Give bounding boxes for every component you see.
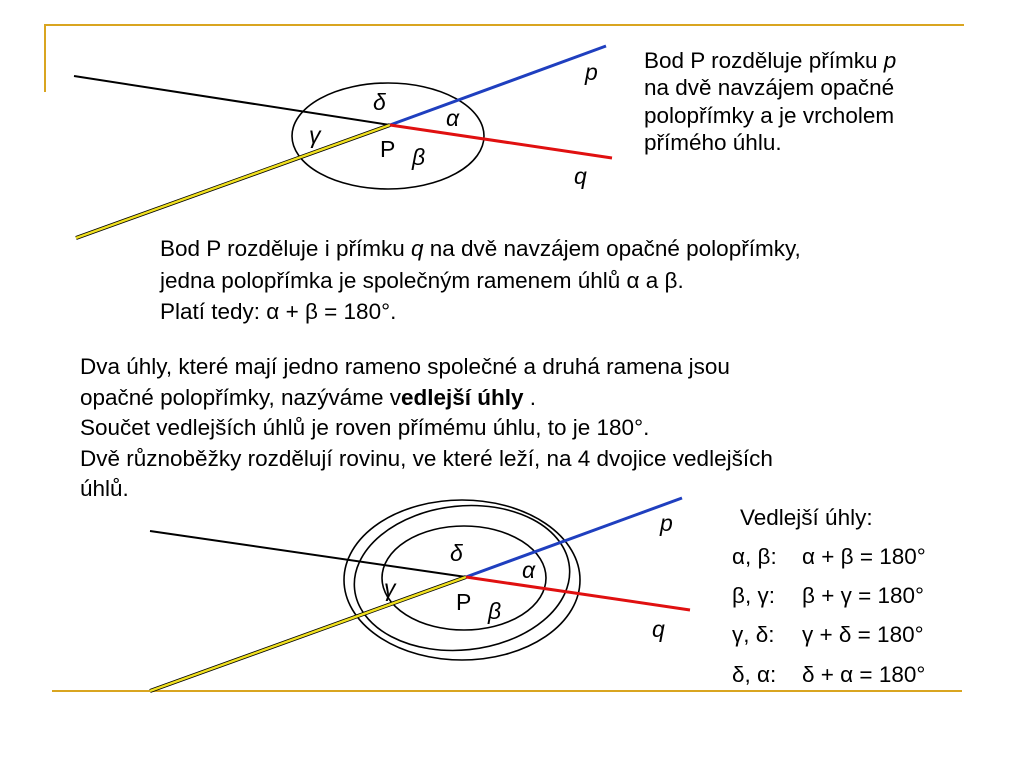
desc3-line2: opačné polopřímky, nazýváme vedlejší úhly .: [80, 384, 537, 410]
yellow-ray: [76, 125, 390, 238]
blue-ray-p: [390, 46, 606, 125]
label-alpha: α: [522, 557, 536, 583]
description-ray-p: [644, 47, 896, 157]
desc2-line1: Bod P rozděluje i přímku q na dvě navzájem opačné polopřímky,: [160, 236, 801, 261]
label-p: p: [660, 510, 673, 536]
label-gamma: γ: [309, 122, 321, 148]
desc3-line5: úhlů.: [80, 476, 129, 502]
label-point-p: P: [380, 136, 396, 162]
label-delta: δ: [450, 540, 463, 566]
yellow-ray: [150, 577, 466, 691]
label-point-p: P: [456, 589, 472, 615]
desc1-line1: Bod P rozděluje přímku p: [644, 48, 897, 73]
desc1-line2: na dvě navzájem opačné: [644, 75, 895, 101]
label-beta: β: [488, 598, 502, 624]
diagram-top: [74, 46, 612, 238]
desc3-line3: Součet vedlejších úhlů je roven přímému úhlu, to je 180°.: [80, 415, 650, 441]
desc2-line2: jedna polopřímka je společným ramenem úhlů α a β.: [160, 267, 684, 293]
desc1-line4: přímého úhlu.: [644, 130, 782, 156]
description-ray-q: [160, 233, 801, 328]
label-beta: β: [412, 144, 426, 170]
label-p: p: [585, 59, 598, 85]
label-alpha: α: [446, 105, 460, 131]
pair-row: β, γ: β + γ = 180°: [732, 583, 925, 609]
desc3-line4: Dvě různoběžky rozdělují rovinu, ve které leží, na 4 dvojice vedlejších: [80, 445, 773, 471]
label-q: q: [652, 616, 665, 642]
desc3-line1: Dva úhly, které mají jedno rameno společné a druhá ramena jsou: [80, 354, 730, 379]
black-ray: [150, 531, 466, 577]
blue-ray-p: [466, 498, 682, 577]
definition-adjacent-angles: [80, 352, 773, 505]
label-q: q: [574, 163, 587, 189]
pair-row: α, β: α + β = 180°: [732, 544, 926, 570]
pair-row: γ, δ: γ + δ = 180°: [732, 622, 924, 648]
pair-row: δ, α: δ + α = 180°: [732, 661, 926, 687]
desc1-line3: polopřímky a je vrcholem: [644, 102, 895, 128]
diagram-bottom: [150, 495, 690, 691]
label-gamma: γ: [384, 575, 396, 601]
pairs-title: Vedlejší úhly:: [740, 505, 873, 530]
label-delta: δ: [373, 89, 386, 115]
adjacent-angle-pairs: [732, 498, 926, 694]
desc2-line3: Platí tedy: α + β = 180°.: [160, 299, 397, 324]
black-ray: [74, 76, 390, 125]
